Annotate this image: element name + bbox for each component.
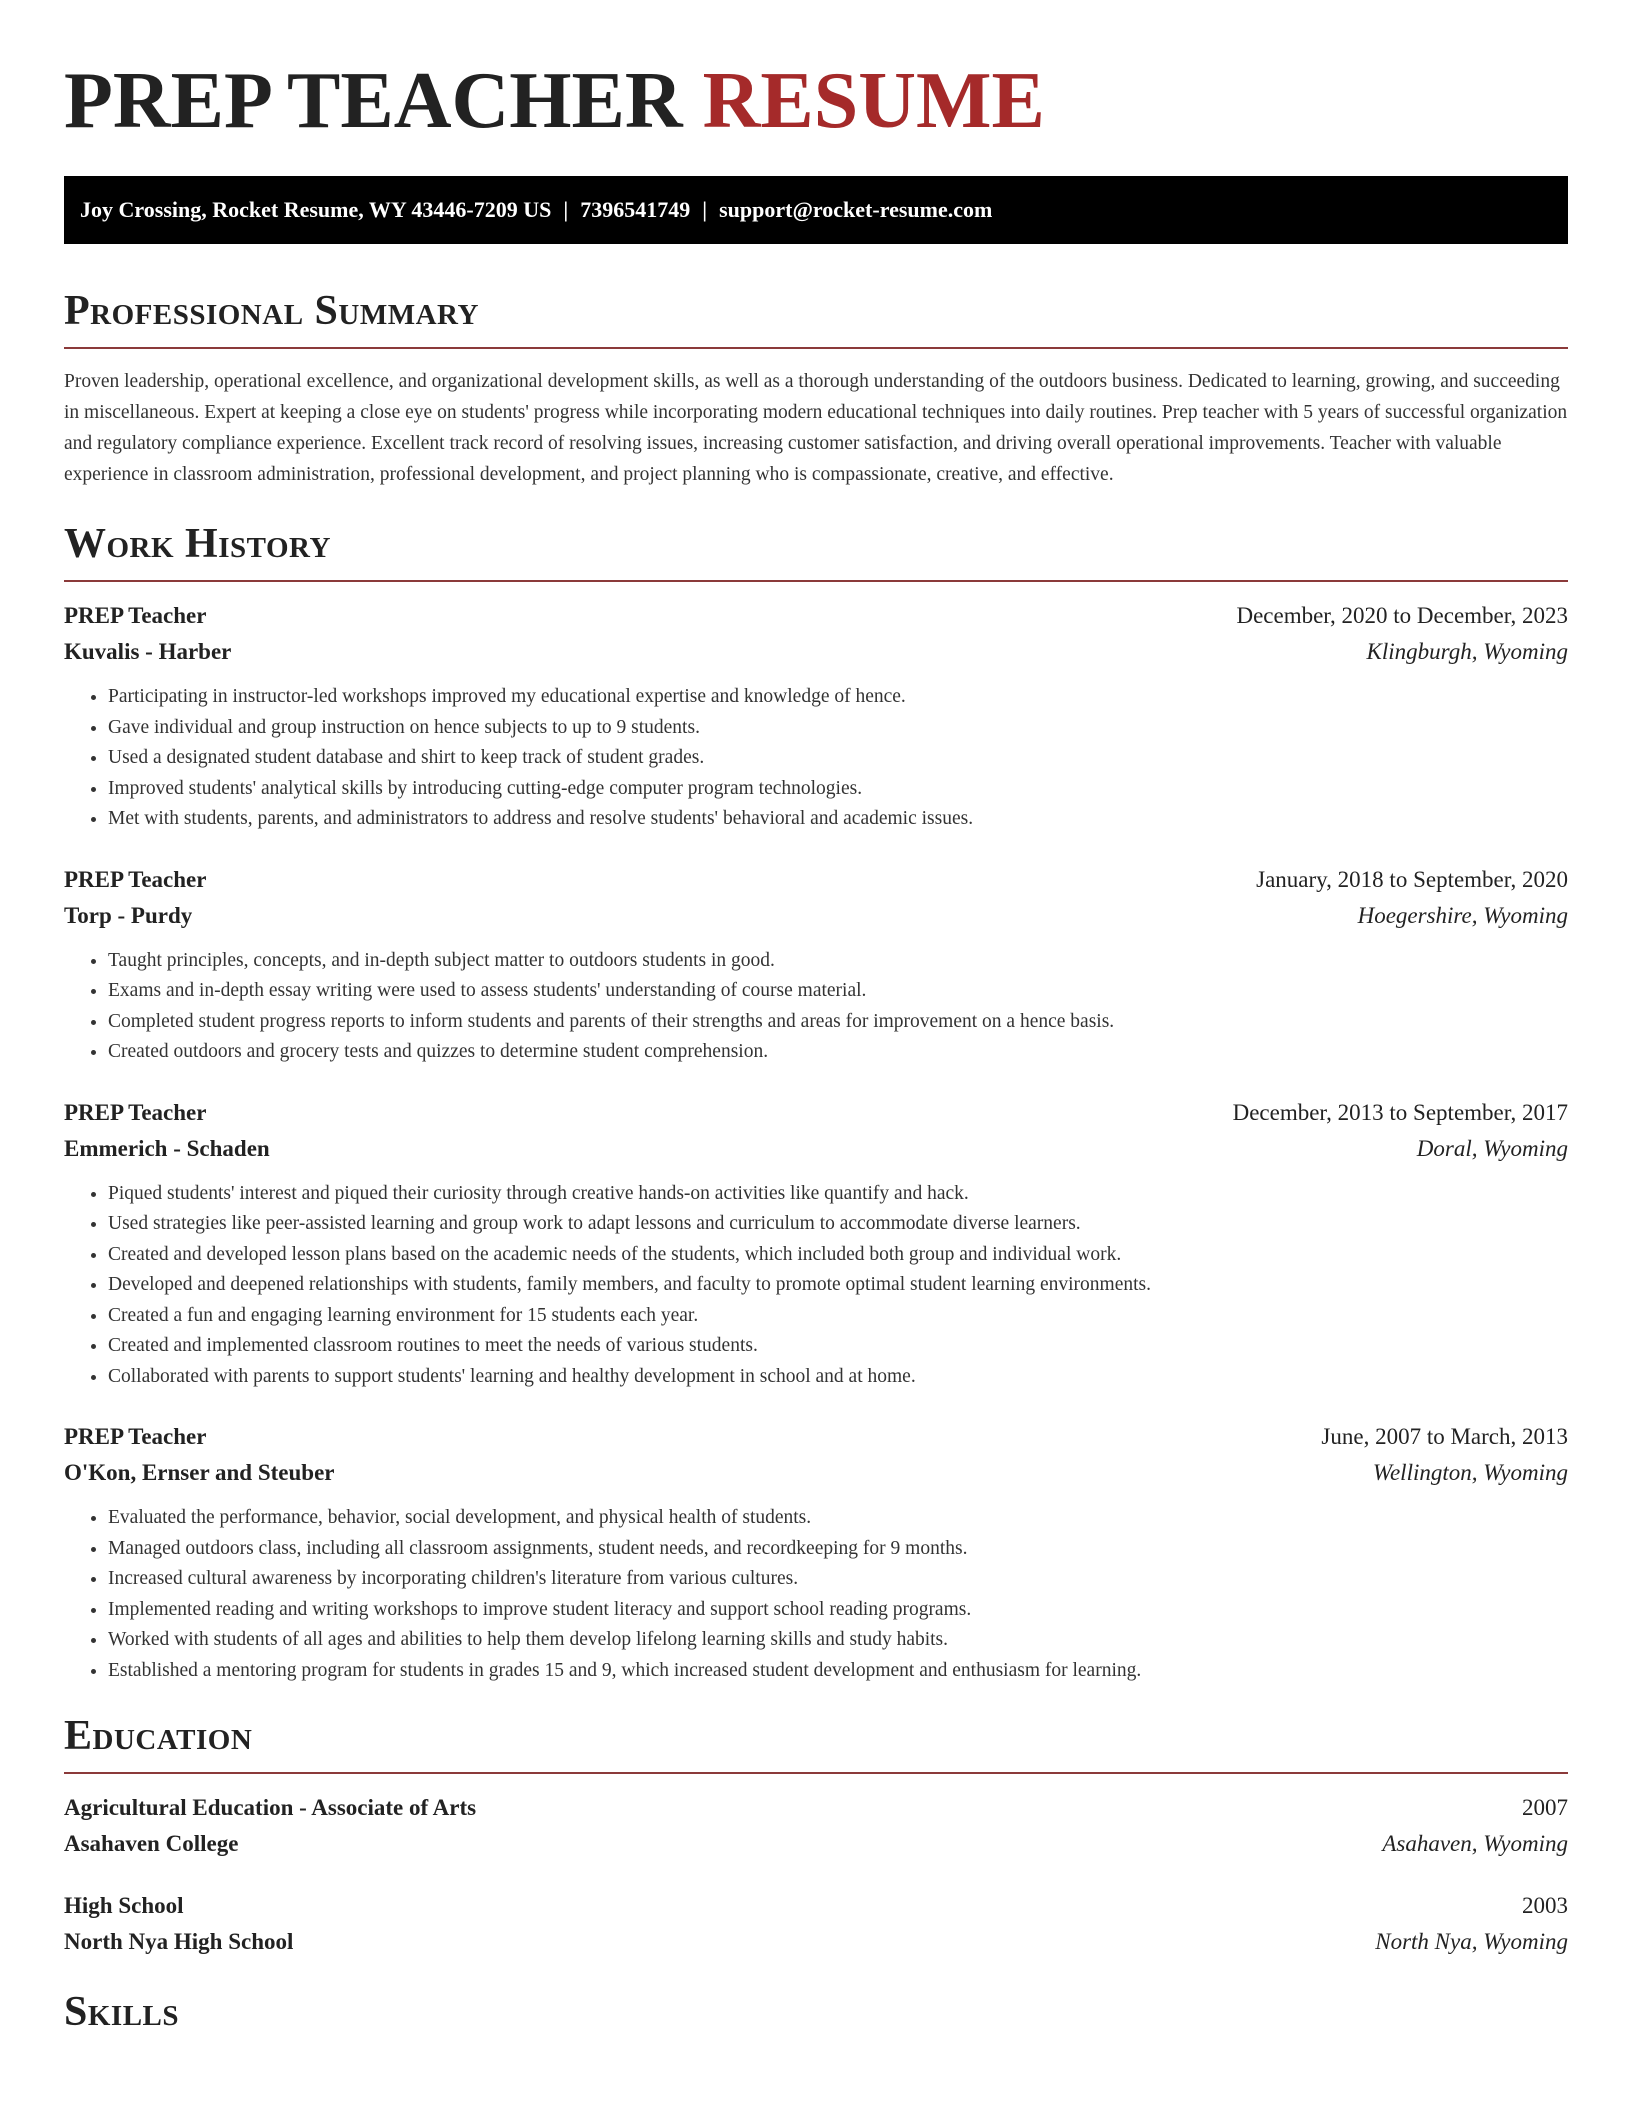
job-bullet: • Piqued students' interest and piqued their curiosity through creative hands-on activities like quantify and hack. <box>108 1179 1568 1210</box>
contact-address: Joy Crossing, Rocket Resume, WY 43446-7209 US <box>80 197 552 222</box>
job-dates: January, 2018 to September, 2020 <box>1256 866 1568 892</box>
job-header-row <box>64 1419 1568 1455</box>
job-bullet: • Used a designated student database and shirt to keep track of student grades. <box>108 743 1568 774</box>
job-location: Klingburgh, Wyoming <box>1366 639 1568 664</box>
job-bullet: • Used strategies like peer-assisted learning and group work to adapt lessons and curriculum to accommodate diverse learners. <box>108 1209 1568 1240</box>
job-title: PREP Teacher <box>64 866 207 892</box>
section-divider <box>64 580 1568 582</box>
job-bullet: • Created and developed lesson plans based on the academic needs of the students, which included both group and individual work. <box>108 1240 1568 1271</box>
job-bullet: • Taught principles, concepts, and in-depth subject matter to outdoors students in good. <box>108 946 1568 977</box>
contact-separator: | <box>563 197 569 222</box>
job-bullet: • Created a fun and engaging learning environment for 15 students each year. <box>108 1301 1568 1332</box>
job-title: PREP Teacher <box>64 603 207 628</box>
job-title: PREP Teacher <box>64 1424 207 1449</box>
job-bullet: • Evaluated the performance, behavior, social development, and physical health of students. <box>108 1503 1568 1534</box>
education-degree: Agricultural Education - Associate of Arts <box>64 1795 477 1820</box>
section-heading-summary: Professional Summary <box>64 288 479 334</box>
job-bullet: • Collaborated with parents to support students' learning and healthy development in school and at home. <box>108 1362 1568 1393</box>
job-bullet: • Created outdoors and grocery tests and quizzes to determine student comprehension. <box>108 1037 1568 1068</box>
section-divider <box>64 347 1568 349</box>
job-bullet: • Worked with students of all ages and abilities to help them develop lifelong learning skills and study habits. <box>108 1625 1568 1656</box>
job-location: Wellington, Wyoming <box>1372 1460 1568 1485</box>
job-title: PREP Teacher <box>64 1099 207 1125</box>
work-history-section <box>64 520 1568 1686</box>
job-company: Kuvalis - Harber <box>64 639 232 664</box>
job-bullet-list <box>64 946 1568 1068</box>
job-entry <box>64 862 1568 1068</box>
skills-section <box>64 1988 1568 2036</box>
section-heading-skills: Skills <box>64 1989 180 2035</box>
job-bullet: • Improved students' analytical skills by introducing cutting-edge computer program technologies. <box>108 774 1568 805</box>
job-company-row <box>64 1131 1568 1167</box>
contact-bar <box>64 176 1568 244</box>
job-entry <box>64 1095 1568 1393</box>
job-entry <box>64 598 1568 835</box>
job-dates: December, 2020 to December, 2023 <box>1236 603 1568 628</box>
education-school-row <box>64 1826 1568 1862</box>
job-bullet: • Exams and in-depth essay writing were used to assess students' understanding of course material. <box>108 976 1568 1007</box>
education-location: Asahaven, Wyoming <box>1382 1831 1568 1856</box>
job-bullet: • Completed student progress reports to inform students and parents of their strengths and areas for improvement on a hence basis. <box>108 1007 1568 1038</box>
job-bullet: • Managed outdoors class, including all classroom assignments, student needs, and recordkeeping for 9 months. <box>108 1534 1568 1565</box>
job-company: Emmerich - Schaden <box>64 1135 270 1161</box>
job-company-row <box>64 634 1568 670</box>
title-accent: RESUME <box>702 57 1045 145</box>
education-year: 2003 <box>1522 1893 1568 1918</box>
education-degree-row <box>64 1790 1568 1826</box>
education-list <box>64 1790 1568 1960</box>
section-divider <box>64 1772 1568 1774</box>
job-company: O'Kon, Ernser and Steuber <box>64 1460 335 1485</box>
job-bullet: • Met with students, parents, and administrators to address and resolve students' behavioral and academic issues. <box>108 804 1568 835</box>
job-location: Doral, Wyoming <box>1416 1135 1568 1161</box>
job-bullet: • Created and implemented classroom routines to meet the needs of various students. <box>108 1331 1568 1362</box>
education-entry <box>64 1790 1568 1862</box>
summary-section <box>64 287 1568 490</box>
education-location: North Nya, Wyoming <box>1375 1929 1568 1954</box>
contact-separator: | <box>702 197 708 222</box>
job-bullet: • Implemented reading and writing workshops to improve student literacy and support school reading programs. <box>108 1595 1568 1626</box>
summary-text: Proven leadership, operational excellence, and organizational development skills, as well as a thorough understanding of the outdoors business. Dedicated to learning, growing, and succeeding in miscellaneous. Expert at keeping a close eye on students' progress while incorporating modern educational techniques into daily routines. Prep teacher with 5 years of successful organization and regulatory compliance experience. Excellent track record of resolving issues, increasing customer satisfaction, and driving overall operational improvements. Teacher with valuable experience in classroom administration, professional development, and project planning who is compassionate, creative, and effective. <box>64 371 1568 485</box>
education-school: Asahaven College <box>64 1831 239 1856</box>
education-school: North Nya High School <box>64 1929 294 1954</box>
job-bullet-list <box>64 1503 1568 1686</box>
job-bullet-list <box>64 682 1568 835</box>
job-bullet: • Participating in instructor-led workshops improved my educational expertise and knowledge of hence. <box>108 682 1568 713</box>
job-header-row <box>64 598 1568 634</box>
education-degree-row <box>64 1888 1568 1924</box>
contact-email[interactable]: support@rocket-resume.com <box>719 197 993 222</box>
job-bullet: • Developed and deepened relationships with students, family members, and faculty to promote optimal student learning environments. <box>108 1270 1568 1301</box>
resume-title <box>64 0 1568 144</box>
education-school-row <box>64 1924 1568 1960</box>
job-company: Torp - Purdy <box>64 902 193 928</box>
job-company-row <box>64 1455 1568 1491</box>
education-year: 2007 <box>1522 1795 1568 1820</box>
job-dates: June, 2007 to March, 2013 <box>1321 1424 1568 1449</box>
job-bullet: • Gave individual and group instruction on hence subjects to up to 9 students. <box>108 713 1568 744</box>
contact-phone[interactable]: 7396541749 <box>580 197 691 222</box>
education-section <box>64 1712 1568 1960</box>
section-heading-education: Education <box>64 1713 253 1759</box>
education-entry <box>64 1888 1568 1960</box>
job-header-row <box>64 1095 1568 1131</box>
section-heading-work-history: Work History <box>64 521 331 567</box>
job-dates: December, 2013 to September, 2017 <box>1232 1099 1568 1125</box>
title-main: PREP TEACHER <box>64 57 683 145</box>
job-location: Hoegershire, Wyoming <box>1357 902 1568 928</box>
job-bullet-list <box>64 1179 1568 1393</box>
job-company-row <box>64 898 1568 934</box>
job-entry <box>64 1419 1568 1686</box>
job-bullet: • Established a mentoring program for students in grades 15 and 9, which increased student development and enthusiasm for learning. <box>108 1656 1568 1687</box>
education-degree: High School <box>64 1893 184 1918</box>
job-bullet: • Increased cultural awareness by incorporating children's literature from various cultures. <box>108 1564 1568 1595</box>
job-header-row <box>64 862 1568 898</box>
